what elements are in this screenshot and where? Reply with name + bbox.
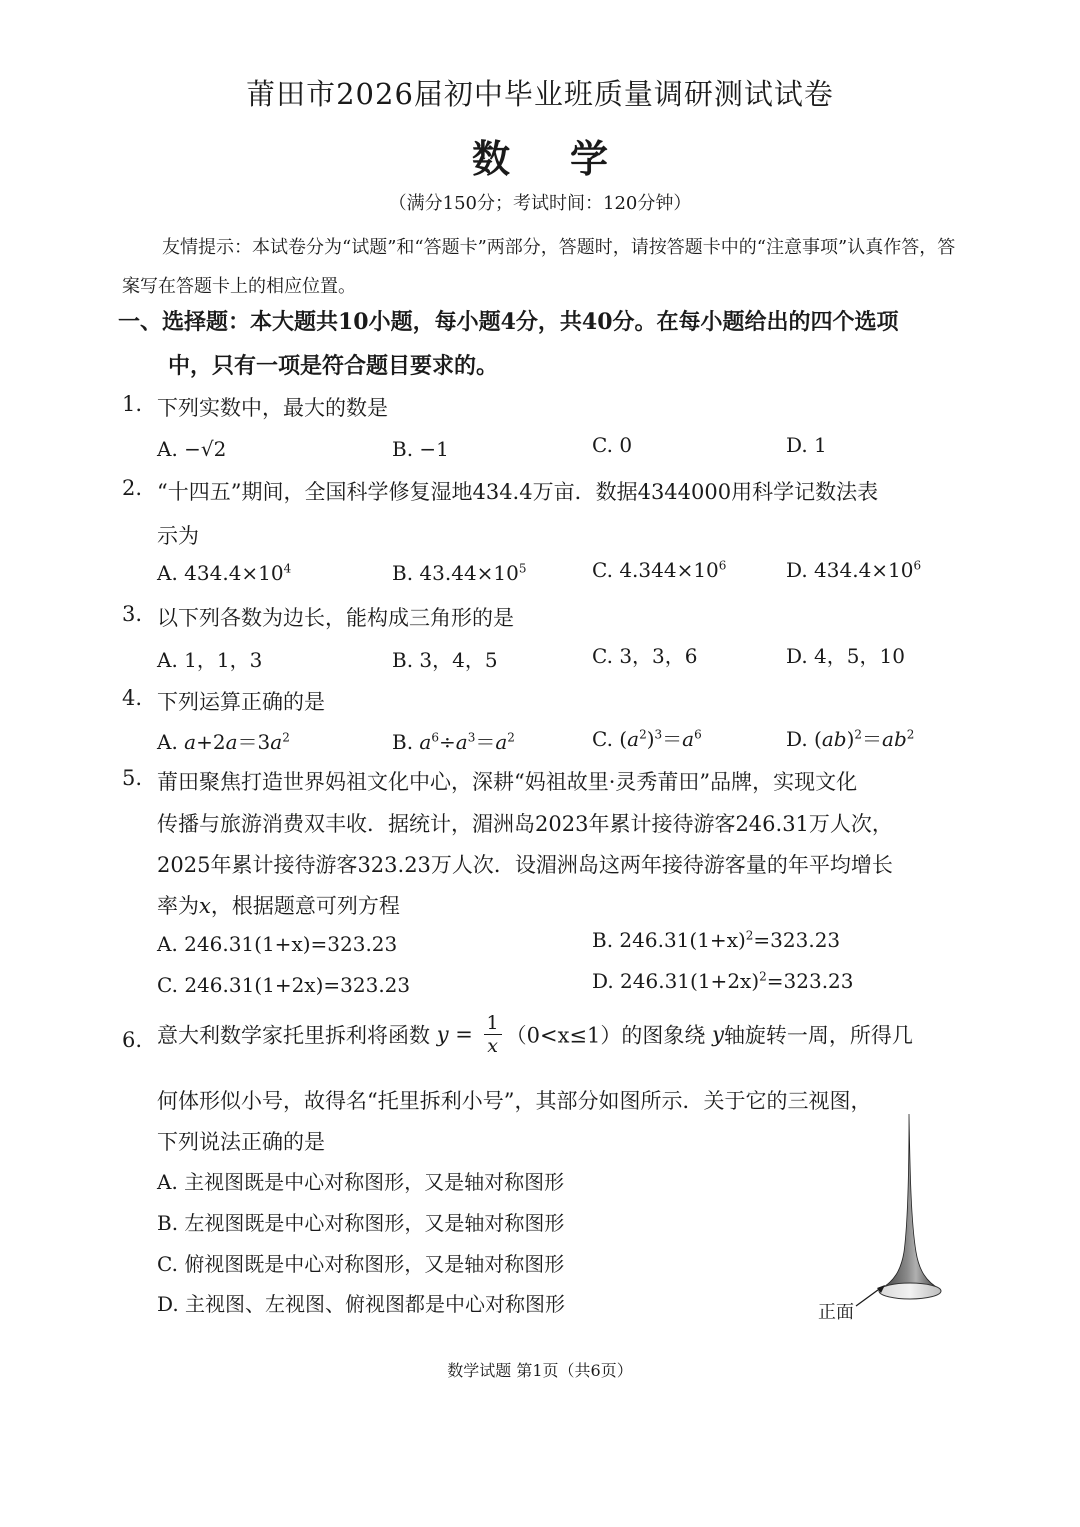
q4-option-b: B. $a^6\div a^3=a^2$ [392,730,515,754]
q2-number: 2. [122,476,143,500]
q6-fraction: $\frac{1}{x}$ [484,1012,502,1057]
q3-stem: 以下列各数为边长，能构成三角形的是 [157,606,514,630]
q3-option-a: A. 1，1，3 [157,648,263,672]
q6-stem-line3: 下列说法正确的是 [157,1130,325,1154]
subject-title: 数学 [471,136,668,181]
section-heading-line1: 一、选择题：本大题共10小题，每小题4分，共40分。在每小题给出的四个选项 [118,309,899,335]
q6-stem-line1: 意大利数学家托里拆利将函数 y = $\frac{1}{x}$ （0<x≤1）的图象绕 y轴旋转一周，所得几 [157,1012,913,1057]
q3-number: 3. [122,602,143,626]
q5-stem-line3: 2025年累计接待游客323.23万人次．设湄洲岛这两年接待游客量的年平均增长 [157,853,893,877]
q5-option-c: C. 246.31(1+2x)=323.23 [157,973,411,997]
q4-stem: 下列运算正确的是 [157,690,325,714]
trumpet-body [880,1114,940,1289]
q5-number: 5. [122,766,143,790]
exam-title: 莆田市2026届初中毕业班质量调研测试试卷 [246,77,834,111]
q5-option-a: A. 246.31(1+x)=323.23 [157,932,398,956]
q3-option-c: C. 3，3，6 [592,644,698,668]
q5-stem-line1: 莆田聚焦打造世界妈祖文化中心，深耕“妈祖故里·灵秀莆田”品牌，实现文化 [157,770,858,794]
arrow-icon [852,1280,892,1310]
q2-option-c: C. $4.344\times 10^6$ [592,558,727,582]
q2-option-d: D. $434.4\times 10^6$ [786,558,922,582]
q2-stem-line1: “十四五”期间，全国科学修复湿地434.4万亩．数据4344000用科学记数法表 [157,480,879,504]
q6-option-b: B. 左视图既是中心对称图形，又是轴对称图形 [157,1211,565,1235]
q6-option-a: A. 主视图既是中心对称图形，又是轴对称图形 [157,1170,565,1194]
q1-number: 1. [122,392,143,416]
q2-stem-line2: 示为 [157,524,199,548]
q6-option-d: D. 主视图、左视图、俯视图都是中心对称图形 [157,1292,566,1316]
q4-number: 4. [122,686,143,710]
exam-info: （满分150分；考试时间：120分钟） [388,193,692,214]
q2-option-b: B. $43.44\times 10^5$ [392,561,527,585]
q2-option-a: A. $434.4\times 10^4$ [157,561,292,585]
page-footer: 数学试题 第1页（共6页） [447,1361,633,1380]
q3-option-d: D. 4，5，10 [786,644,905,668]
q1-stem: 下列实数中，最大的数是 [157,396,388,420]
section-heading-line2: 中，只有一项是符合题目要求的。 [168,353,499,379]
section-heading [118,300,968,388]
q1-option-a: A. −√2 [157,437,227,461]
q4-option-d: D. $(ab)^2=ab^2$ [786,727,915,751]
q6-number: 6. [122,1028,143,1052]
q5-stem-line2: 传播与旅游消费双丰收．据统计，湄洲岛2023年累计接待游客246.31万人次， [157,812,893,836]
q6-stem-line2: 何体形似小号，故得名“托里拆利小号”，其部分如图所示．关于它的三视图， [157,1089,872,1113]
q5-option-d: D. $246.31(1+2x)^2=323.23$ [592,969,854,993]
q6-option-c: C. 俯视图既是中心对称图形，又是轴对称图形 [157,1252,565,1276]
front-view-label: 正面 [818,1302,854,1323]
q1-option-d: D. 1 [786,433,827,457]
q3-option-b: B. 3，4，5 [392,648,498,672]
q4-option-c: C. $(a^2)^3=a^6$ [592,727,702,751]
q1-option-b: B. −1 [392,437,449,461]
friendly-notice: 友情提示：本试卷分为“试题”和“答题卡”两部分，答题时，请按答题卡中的“注意事项”认真作答，答案写在答题卡上的相应位置。 [122,237,956,297]
q1-option-c: C. 0 [592,433,633,457]
q5-stem-line4: 率为x，根据题意可列方程 [157,894,400,918]
q4-option-a: A. $a+2a=3a^2$ [157,730,290,754]
q5-option-b: B. $246.31(1+x)^2=323.23$ [592,928,841,952]
